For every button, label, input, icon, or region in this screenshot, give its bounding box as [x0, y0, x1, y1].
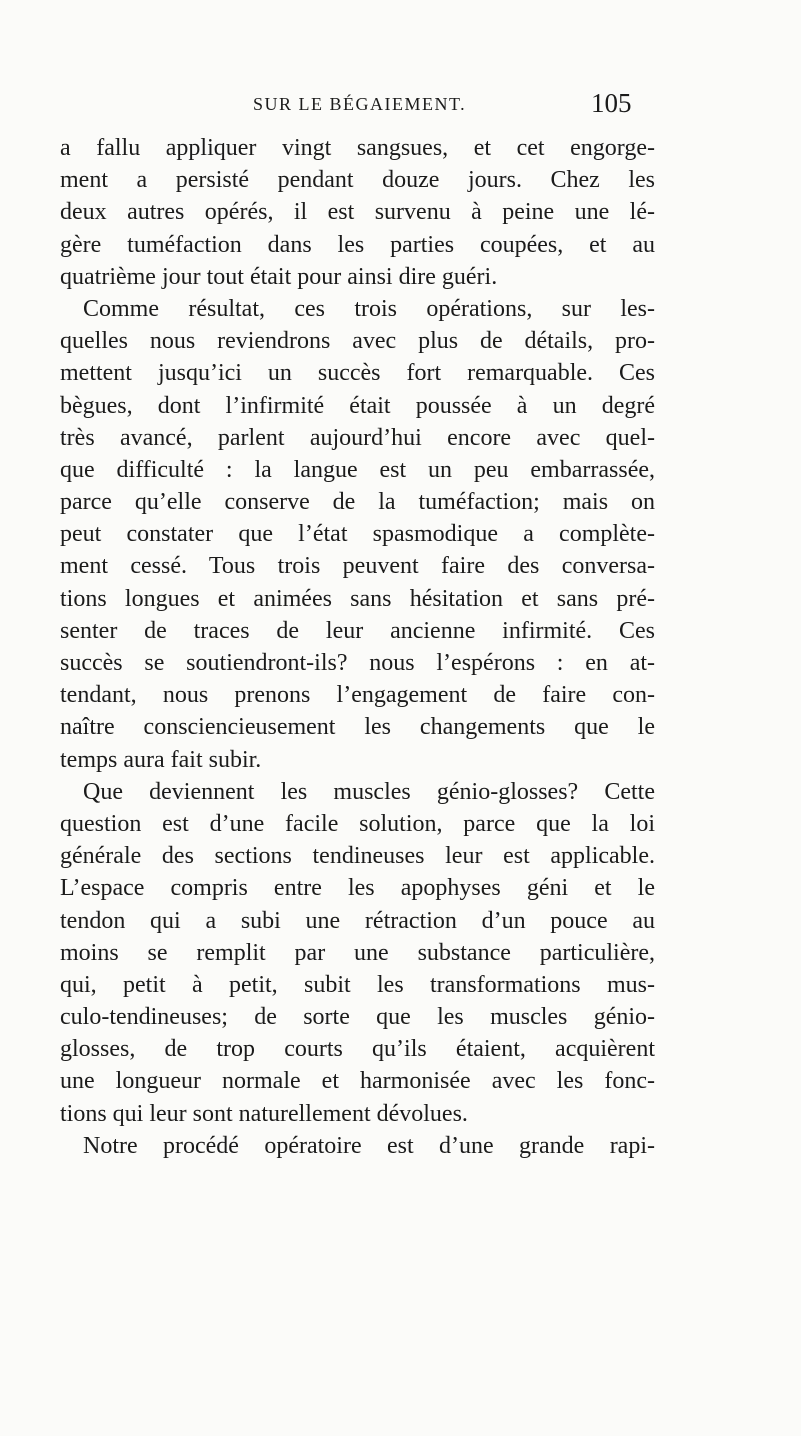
text-line: deux autres opérés, il est survenu à peine une lé- [60, 199, 655, 226]
text-line: senter de traces de leur ancienne infirmité. Ces [60, 617, 655, 644]
text-line: naître consciencieusement les changements que le [60, 714, 655, 741]
text-line: tions qui leur sont naturellement dévolues. [60, 1100, 468, 1127]
text-line: qui, petit à petit, subit les transformations mus- [60, 971, 655, 998]
text-line: a fallu appliquer vingt sangsues, et cet engorge- [60, 135, 655, 161]
text-line: moins se remplit par une substance particulière, [60, 939, 655, 966]
text-line: ment a persisté pendant douze jours. Chez les [60, 167, 655, 194]
text-line: tions longues et animées sans hésitation et sans pré- [60, 585, 655, 612]
text-line: une longueur normale et harmonisée avec les fonc- [60, 1068, 655, 1095]
text-line: parce qu’elle conserve de la tuméfaction; mais on [60, 489, 655, 516]
text-line: gère tuméfaction dans les parties coupées, et au [60, 231, 655, 258]
text-line: que difficulté : la langue est un peu embarrassée, [60, 456, 655, 483]
text-line: très avancé, parlent aujourd’hui encore avec quel- [60, 424, 655, 451]
text-line: peut constater que l’état spasmodique a complète- [60, 521, 655, 548]
page-number: 105 [591, 88, 632, 118]
text-line: tendon qui a subi une rétraction d’un pouce au [60, 907, 655, 934]
text-line: glosses, de trop courts qu’ils étaient, acquièrent [60, 1036, 655, 1063]
running-title: SUR LE BÉGAIEMENT. [253, 94, 467, 114]
text-line: mettent jusqu’ici un succès fort remarquable. Ces [60, 360, 655, 387]
body-text [60, 132, 655, 1162]
text-line: ment cessé. Tous trois peuvent faire des conversa- [60, 553, 655, 580]
text-line: culo-tendineuses; de sorte que les muscles génio- [60, 1004, 655, 1031]
text-line: quelles nous reviendrons avec plus de détails, pro- [60, 328, 655, 355]
running-head [0, 88, 801, 128]
text-line: L’espace compris entre les apophyses géni et le [60, 875, 655, 902]
text-line: générale des sections tendineuses leur est applicable. [60, 843, 655, 870]
text-line: quatrième jour tout était pour ainsi dire guéri. [60, 263, 498, 290]
text-line: Notre procédé opératoire est d’une grande rapi- [83, 1132, 655, 1159]
text-line: question est d’une facile solution, parce que la loi [60, 810, 655, 837]
text-line: succès se soutiendront-ils? nous l’espérons : en at- [60, 650, 655, 676]
text-line: tendant, nous prenons l’engagement de faire con- [60, 682, 655, 709]
text-line: Que deviennent les muscles génio-glosses? Cette [83, 778, 655, 805]
text-line: bègues, dont l’infirmité était poussée à un degré [60, 392, 655, 419]
text-line: temps aura fait subir. [60, 746, 262, 773]
text-line: Comme résultat, ces trois opérations, sur les- [83, 295, 655, 322]
